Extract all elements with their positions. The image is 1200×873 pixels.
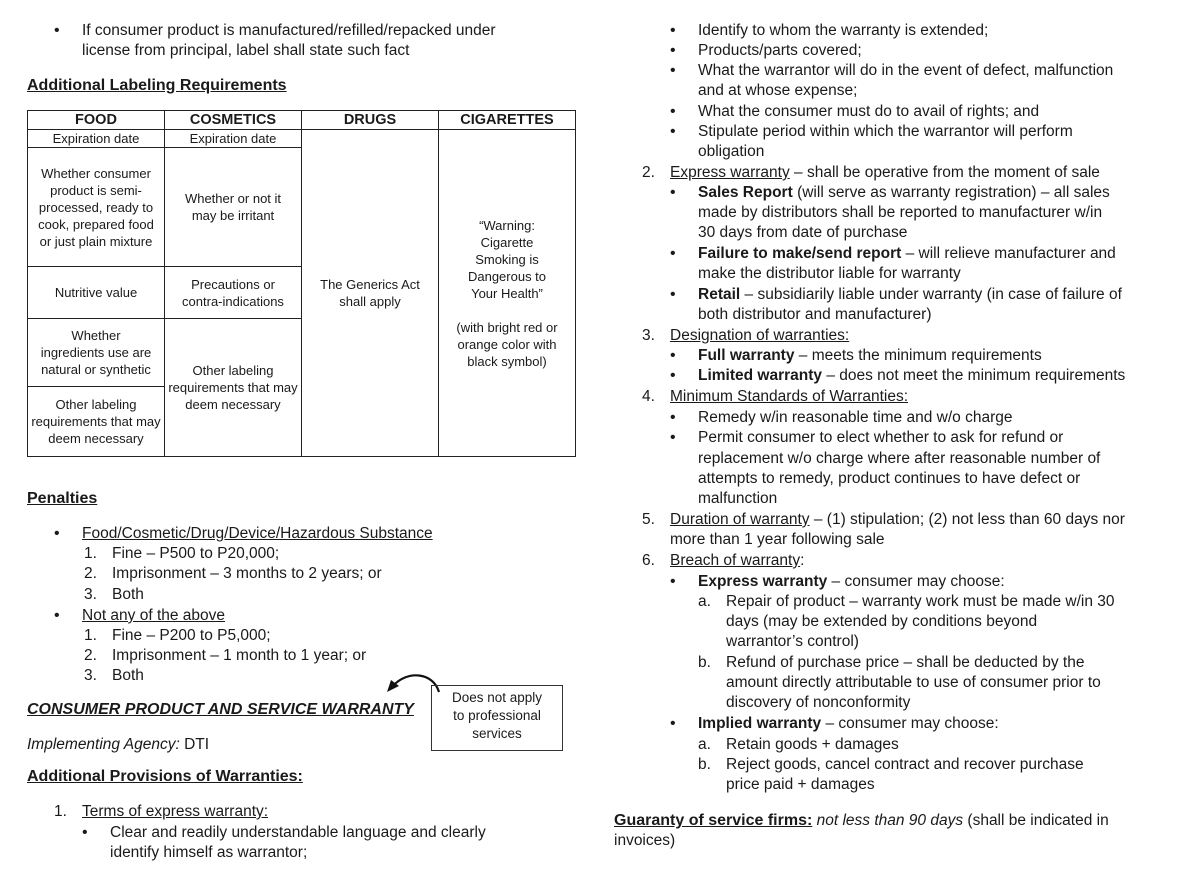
table-cell: Whether or not it may be irritant bbox=[165, 148, 302, 267]
table-cell: Nutritive value bbox=[28, 267, 165, 319]
labeling-heading: Additional Labeling Requirements bbox=[27, 77, 287, 94]
list-letter: a. bbox=[698, 736, 711, 753]
text-line: – (1) stipulation; (2) not less than 60 days nor bbox=[809, 511, 1125, 528]
warranty-heading: CONSUMER PRODUCT AND SERVICE WARRANTY bbox=[27, 701, 414, 718]
table-header: FOOD bbox=[28, 111, 165, 130]
list-letter: b. bbox=[698, 756, 711, 773]
bullet-consumer-product bbox=[82, 21, 496, 41]
text-line: Not any of the above bbox=[82, 607, 226, 624]
list-item bbox=[698, 346, 1042, 366]
table-header-row bbox=[28, 111, 576, 130]
text-line: Imprisonment – 3 months to 2 years; or bbox=[112, 565, 382, 582]
text-line: services bbox=[472, 726, 522, 741]
text-line: replacement w/o charge where after reasonable number of bbox=[698, 450, 1101, 467]
text-line: – will relieve manufacturer and bbox=[901, 245, 1116, 262]
text-line: Both bbox=[112, 586, 144, 603]
table-header: DRUGS bbox=[302, 111, 439, 130]
labeling-table bbox=[27, 110, 576, 457]
text-line: Retain goods + damages bbox=[726, 736, 899, 753]
list-item bbox=[84, 585, 144, 605]
text-line: Both bbox=[112, 667, 144, 684]
table-cell: Precautions or contra-indications bbox=[165, 267, 302, 319]
text-line: invoices) bbox=[614, 832, 676, 849]
list-item bbox=[698, 653, 1085, 673]
text-line: price paid + damages bbox=[726, 776, 875, 793]
text-line: make the distributor liable for warranty bbox=[698, 265, 961, 282]
list-number: 3. bbox=[84, 667, 97, 684]
list-item bbox=[698, 572, 1005, 592]
list-item bbox=[698, 714, 999, 734]
list-item bbox=[54, 802, 269, 822]
text-bold: Failure to make/send report bbox=[698, 245, 902, 262]
text-line: Clear and readily understandable language and clearly bbox=[110, 824, 486, 841]
text-line: – does not meet the minimum requirements bbox=[822, 367, 1126, 384]
agency-value: DTI bbox=[184, 736, 210, 753]
text-line: Food/Cosmetic/Drug/Device/Hazardous Substance bbox=[82, 525, 433, 542]
penalty-group-1-title bbox=[82, 524, 433, 544]
list-number: 1. bbox=[84, 627, 97, 644]
text-line: – consumer may choose: bbox=[827, 573, 1005, 590]
cigarette-warning: “Warning: Cigarette Smoking is Dangerous to Your Health” bbox=[467, 217, 547, 301]
text-line: Refund of purchase price – shall be deducted by the bbox=[726, 654, 1085, 671]
text-line: made by distributors shall be reported to manufacturer w/in bbox=[698, 204, 1103, 221]
text-line: Does not apply bbox=[451, 690, 543, 705]
text-line: Repair of product – warranty work must be made w/in 30 bbox=[726, 593, 1115, 610]
text-line: attempts to remedy, product continues to have defect or bbox=[698, 470, 1081, 487]
list-item bbox=[698, 21, 988, 41]
agency-label: Implementing Agency: bbox=[27, 736, 180, 753]
text-line: and at whose expense; bbox=[698, 82, 858, 99]
text-line: – subsidiarily liable under warranty (in case of failure of bbox=[740, 286, 1122, 303]
list-item bbox=[698, 61, 1113, 81]
list-item bbox=[698, 183, 1110, 203]
list-item bbox=[84, 544, 280, 564]
list-item bbox=[698, 285, 1122, 305]
text-bold: Retail bbox=[698, 286, 741, 303]
text-line: Express warranty bbox=[670, 164, 790, 181]
text-line: Remedy w/in reasonable time and w/o charge bbox=[698, 409, 1013, 426]
text-line: Fine – P500 to P20,000; bbox=[112, 545, 280, 562]
list-number: 6. bbox=[642, 552, 655, 569]
text-line: Identify to whom the warranty is extended; bbox=[698, 22, 989, 39]
text-bold: Implied warranty bbox=[698, 715, 822, 732]
list-number: 2. bbox=[84, 647, 97, 664]
text-line: amount directly attributable to use of consumer prior to bbox=[726, 674, 1101, 691]
callout-box bbox=[431, 685, 563, 751]
penalties-heading: Penalties bbox=[27, 490, 98, 507]
list-number: 4. bbox=[642, 388, 655, 405]
list-item bbox=[110, 823, 486, 843]
text-line: If consumer product is manufactured/refilled/repacked under bbox=[82, 22, 496, 39]
list-item bbox=[642, 551, 805, 571]
text-line: Breach of warranty bbox=[670, 552, 801, 569]
text-line: 30 days from date of purchase bbox=[698, 224, 908, 241]
text-line: What the consumer must do to avail of rights; and bbox=[698, 103, 1040, 120]
text-bold: Limited warranty bbox=[698, 367, 823, 384]
list-item bbox=[698, 102, 1039, 122]
list-item bbox=[698, 122, 1073, 142]
penalty-group-2-title bbox=[82, 606, 225, 626]
text-line: : bbox=[800, 552, 805, 569]
table-row bbox=[28, 130, 576, 148]
list-item bbox=[698, 41, 862, 61]
list-item bbox=[698, 366, 1125, 386]
guaranty-heading: Guaranty of service firms: bbox=[614, 812, 813, 829]
text-line: – consumer may choose: bbox=[821, 715, 999, 732]
table-cell: Whether ingredients use are natural or synthetic bbox=[28, 319, 165, 387]
list-item bbox=[84, 626, 271, 646]
list-item bbox=[642, 163, 1100, 183]
list-letter: b. bbox=[698, 654, 711, 671]
implementing-agency bbox=[27, 735, 209, 755]
table-cell: Expiration date bbox=[28, 130, 165, 148]
text-line: license from principal, label shall state such fact bbox=[82, 42, 410, 59]
list-item bbox=[698, 408, 1012, 428]
text-line: discovery of nonconformity bbox=[726, 694, 911, 711]
text-line: warrantor’s control) bbox=[726, 633, 859, 650]
list-item bbox=[698, 755, 1084, 775]
table-cell bbox=[302, 130, 439, 457]
text-line: more than 1 year following sale bbox=[670, 531, 885, 548]
table-cell: Expiration date bbox=[165, 130, 302, 148]
list-item bbox=[698, 592, 1115, 612]
text-line: Designation of warranties: bbox=[670, 327, 850, 344]
cigarette-note: (with bright red or orange color with black symbol) bbox=[456, 319, 558, 369]
text-line: What the warrantor will do in the event of defect, malfunction bbox=[698, 62, 1114, 79]
text-line: days (may be extended by conditions beyond bbox=[726, 613, 1038, 630]
table-cell: Whether consumer product is semi-processed, ready to cook, prepared food or just plain mixture bbox=[28, 148, 165, 267]
table-cell: Other labeling requirements that may deem necessary bbox=[165, 319, 302, 457]
text-bold: Sales Report bbox=[698, 184, 793, 201]
text-bold: Express warranty bbox=[698, 573, 828, 590]
text-line: Products/parts covered; bbox=[698, 42, 862, 59]
text-bold: Full warranty bbox=[698, 347, 795, 364]
table-header: COSMETICS bbox=[165, 111, 302, 130]
table-header: CIGARETTES bbox=[439, 111, 576, 130]
list-item bbox=[642, 387, 909, 407]
list-item bbox=[698, 244, 1116, 264]
provisions-heading: Additional Provisions of Warranties: bbox=[27, 768, 303, 785]
list-number: 3. bbox=[642, 327, 655, 344]
text-line: obligation bbox=[698, 143, 765, 160]
list-item bbox=[642, 510, 1125, 530]
list-number: 1. bbox=[84, 545, 97, 562]
list-number: 2. bbox=[642, 164, 655, 181]
text-line: – shall be operative from the moment of sale bbox=[789, 164, 1100, 181]
list-number: 1. bbox=[54, 803, 67, 820]
list-number: 3. bbox=[84, 586, 97, 603]
text-line: (shall be indicated in bbox=[967, 812, 1109, 829]
text-line: Minimum Standards of Warranties: bbox=[670, 388, 909, 405]
text-line: Reject goods, cancel contract and recover purchase bbox=[726, 756, 1084, 773]
list-item bbox=[642, 326, 850, 346]
text-italic: not less than 90 days bbox=[812, 812, 964, 829]
table-cell bbox=[439, 130, 576, 457]
text-line: Permit consumer to elect whether to ask for refund or bbox=[698, 429, 1064, 446]
text-line: Fine – P200 to P5,000; bbox=[112, 627, 271, 644]
guaranty-line bbox=[614, 811, 1109, 831]
list-item bbox=[84, 564, 382, 584]
text-line: malfunction bbox=[698, 490, 778, 507]
list-letter: a. bbox=[698, 593, 711, 610]
text-line: Terms of express warranty: bbox=[82, 803, 269, 820]
text-line: Duration of warranty bbox=[670, 511, 810, 528]
list-number: 5. bbox=[642, 511, 655, 528]
table-cell: Other labeling requirements that may deem necessary bbox=[28, 387, 165, 457]
list-item bbox=[84, 646, 367, 666]
text-line: Stipulate period within which the warrantor will perform bbox=[698, 123, 1073, 140]
list-item bbox=[698, 428, 1063, 448]
text-line: to professional bbox=[453, 708, 541, 723]
text-line: identify himself as warrantor; bbox=[110, 844, 308, 861]
list-item bbox=[698, 735, 899, 755]
list-item bbox=[84, 666, 144, 686]
drugs-cell-text: The Generics Act shall apply bbox=[320, 277, 420, 309]
text-line: (will serve as warranty registration) – all sales bbox=[792, 184, 1110, 201]
text-line: – meets the minimum requirements bbox=[794, 347, 1042, 364]
text-line: Imprisonment – 1 month to 1 year; or bbox=[112, 647, 367, 664]
text-line: both distributor and manufacturer) bbox=[698, 306, 932, 323]
list-number: 2. bbox=[84, 565, 97, 582]
